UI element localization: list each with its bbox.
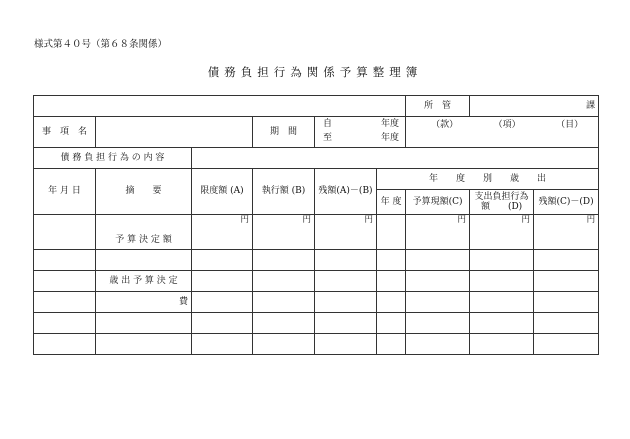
cell[interactable] xyxy=(470,334,534,355)
cell[interactable] xyxy=(377,271,406,292)
yen-unit[interactable]: 円 xyxy=(192,215,253,250)
budget-classification[interactable] xyxy=(406,117,599,148)
col-remaining-ab: 残額(A)－(B) xyxy=(315,169,377,215)
cell[interactable] xyxy=(406,334,470,355)
cell[interactable] xyxy=(406,271,470,292)
period-to: 至 xyxy=(323,133,333,143)
yen-unit[interactable]: 円 xyxy=(253,215,315,250)
col-date: 年 月 日 xyxy=(34,169,96,215)
cell[interactable] xyxy=(253,271,315,292)
cell[interactable] xyxy=(192,313,253,334)
cell[interactable] xyxy=(377,250,406,271)
period-label: 期 間 xyxy=(253,117,315,148)
col-debt-burden-line2: 額 (D) xyxy=(480,202,523,212)
col-limit: 限度額 (A) xyxy=(192,169,253,215)
col-annual-group: 年 度 別 歳 出 xyxy=(377,169,599,190)
cell[interactable] xyxy=(34,250,96,271)
item-name-field[interactable] xyxy=(96,117,253,148)
cell[interactable] xyxy=(406,250,470,271)
table-row xyxy=(34,313,599,334)
period-from-year: 年度 xyxy=(381,119,400,129)
column-header-row-1 xyxy=(34,169,599,190)
content-field[interactable] xyxy=(192,148,599,169)
date-cell[interactable] xyxy=(34,215,96,250)
period-field[interactable] xyxy=(315,117,406,148)
cell[interactable] xyxy=(34,334,96,355)
cell[interactable] xyxy=(470,292,534,313)
office-blank[interactable] xyxy=(34,96,406,117)
yen-unit[interactable]: 円 xyxy=(406,215,470,250)
table-row xyxy=(34,271,599,292)
form-number: 様式第４０号（第６８条関係） xyxy=(34,39,168,50)
cell[interactable] xyxy=(253,313,315,334)
kou-label: （項） xyxy=(493,120,521,130)
cell[interactable] xyxy=(192,271,253,292)
period-to-year: 年度 xyxy=(381,133,400,143)
cell[interactable] xyxy=(377,334,406,355)
cell[interactable] xyxy=(96,250,192,271)
table-row xyxy=(34,292,599,313)
col-summary: 摘 要 xyxy=(96,169,192,215)
content-row xyxy=(34,148,599,169)
office-row xyxy=(34,96,599,117)
page-title: 債務負担行為関係予算整理簿 xyxy=(207,65,423,79)
cell[interactable] xyxy=(534,334,599,355)
cell[interactable] xyxy=(315,334,377,355)
cell[interactable] xyxy=(315,313,377,334)
yen-unit[interactable]: 円 xyxy=(470,215,534,250)
cell[interactable] xyxy=(315,292,377,313)
cell[interactable] xyxy=(253,334,315,355)
cell[interactable] xyxy=(34,313,96,334)
cell[interactable] xyxy=(534,313,599,334)
cell[interactable] xyxy=(192,250,253,271)
item-row xyxy=(34,117,599,148)
ledger-table xyxy=(33,95,599,355)
cell[interactable] xyxy=(315,250,377,271)
cell[interactable] xyxy=(96,313,192,334)
cell[interactable] xyxy=(470,313,534,334)
col-budget-current: 予算現額(C) xyxy=(406,190,470,215)
cell[interactable] xyxy=(470,250,534,271)
cell[interactable] xyxy=(253,250,315,271)
cell[interactable] xyxy=(377,313,406,334)
col-debt-burden-line1: 支出負担行為 xyxy=(474,191,529,202)
office-field[interactable] xyxy=(470,96,599,117)
col-year: 年 度 xyxy=(377,190,406,215)
item-label: 事 項 名 xyxy=(34,117,96,148)
col-remaining-cd: 残額(C)－(D) xyxy=(534,190,599,215)
cell[interactable] xyxy=(96,334,192,355)
col-executed: 執行額 (B) xyxy=(253,169,315,215)
table-row xyxy=(34,215,599,250)
moku-label: （目） xyxy=(556,120,584,130)
cell[interactable] xyxy=(315,271,377,292)
cell[interactable] xyxy=(406,313,470,334)
col-debt-burden xyxy=(470,190,534,215)
expenditure-label-line2: 費 xyxy=(96,292,192,313)
yen-unit[interactable]: 円 xyxy=(534,215,599,250)
yen-unit[interactable]: 円 xyxy=(315,215,377,250)
office-suffix: 課 xyxy=(586,100,596,111)
cell[interactable] xyxy=(534,271,599,292)
kan-label: （款） xyxy=(431,120,459,130)
table-row xyxy=(34,250,599,271)
office-label: 所 管 xyxy=(406,96,470,117)
cell[interactable] xyxy=(470,271,534,292)
cell[interactable] xyxy=(534,292,599,313)
cell[interactable] xyxy=(34,271,96,292)
cell[interactable] xyxy=(534,250,599,271)
budget-decision-label: 予 算 決 定 額 xyxy=(96,215,192,250)
cell[interactable] xyxy=(253,292,315,313)
cell[interactable] xyxy=(34,292,96,313)
cell[interactable] xyxy=(377,292,406,313)
table-row xyxy=(34,334,599,355)
cell[interactable] xyxy=(192,292,253,313)
period-from: 自 xyxy=(323,119,333,129)
year-cell[interactable] xyxy=(377,215,406,250)
expenditure-label-line1: 歳 出 予 算 決 定 xyxy=(96,271,192,292)
content-label: 債 務 負 担 行 為 の 内 容 xyxy=(34,148,192,169)
cell[interactable] xyxy=(406,292,470,313)
cell[interactable] xyxy=(192,334,253,355)
